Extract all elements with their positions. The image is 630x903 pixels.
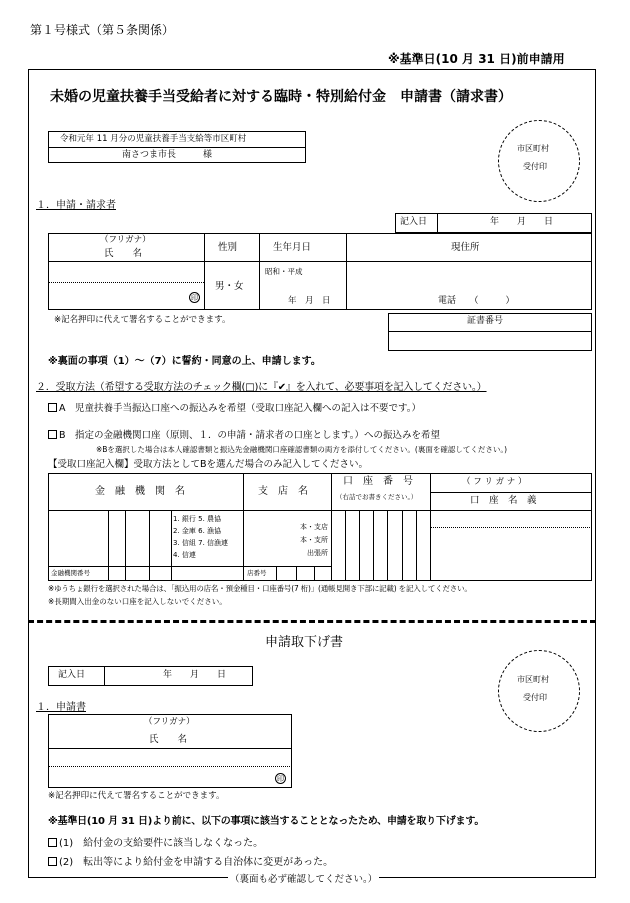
option-a[interactable]: A 児童扶養手当振込口座への振込みを希望（受取口座記入欄への記入は不要です。）	[48, 403, 421, 414]
withdrawal-reason-2[interactable]: (2) 転出等により給付金を申請する自治体に変更があった。	[48, 857, 333, 868]
birth-date-format[interactable]: 年 月 日	[288, 296, 331, 306]
furigana-input[interactable]	[50, 265, 202, 279]
financial-inst-label: 金 融 機 関 名	[95, 486, 185, 497]
address-input[interactable]	[349, 264, 589, 290]
stamp-label-reception: 受付印	[523, 162, 547, 171]
account-number-label: 口 座 番 号	[343, 476, 413, 487]
name-label: 氏 名	[104, 248, 143, 259]
form-number: 第１号様式（第５条関係）	[30, 23, 175, 37]
withdrawal-entry-date-label: 記入日	[58, 670, 86, 680]
option-b-checkbox[interactable]	[48, 430, 57, 439]
branch-types[interactable]: 本・支店 本・支所 出張所	[300, 523, 328, 557]
account-holder-label: 口 座 名 義	[470, 495, 537, 506]
branch-label: 支 店 名	[258, 486, 308, 497]
account-furigana-label: （ フ リ ガ ナ ）	[462, 477, 527, 487]
option-b-note: ※Bを選択した場合は本人確認書類と振込先金融機関口座確認書類の両方を添付してください。(裏面を確認してください。)	[96, 445, 508, 454]
reason-1-checkbox[interactable]	[48, 838, 57, 847]
withdrawal-stamp-label-reception: 受付印	[523, 693, 547, 702]
withdrawal-reason-intro: ※基準日(10 月 31 日)より前に、以下の事項に該当することとなったため、申請を取り下げます。	[48, 816, 485, 827]
certificate-label: 証書番号	[467, 316, 504, 326]
withdrawal-furigana-label: （フリガナ）	[144, 717, 195, 727]
option-b[interactable]: B 指定の金融機関口座（原則、１．の申請・請求者の口座とします。）への振込みを希望	[48, 430, 440, 441]
stamp-label-municipality: 市区町村	[517, 144, 549, 153]
section2-title: ２．受取方法（希望する受取方法のチェック欄(□)に『✔』を入れて、必要事項を記入してください。）	[36, 382, 487, 393]
signature-note: ※記名押印に代えて署名することができます。	[54, 315, 231, 325]
addressee-line1: 令和元年 11 月分の児童扶養手当支給等市区町村	[60, 134, 247, 144]
gender-value[interactable]: 男・女	[215, 281, 244, 292]
pledge-note: ※裏面の事項（1）～（7）に誓約・同意の上、申請します。	[48, 356, 321, 367]
addressee-line2: 南さつま市長 様	[122, 150, 213, 160]
gender-label: 性別	[218, 242, 238, 253]
yucho-note: ※ゆうちょ銀行を選択された場合は、「振込用の店名・預金種目・口座番号(7 桁)」(通帳見開き下部に記載) を記入してください。	[48, 584, 472, 593]
entry-date-label: 記入日	[400, 217, 428, 227]
withdrawal-name-label: 氏 名	[149, 734, 188, 745]
furigana-label: （フリガナ）	[100, 235, 151, 245]
withdrawal-section1-title: １．申請書	[36, 702, 86, 713]
withdrawal-signature-note: ※記名押印に代えて署名することができます。	[48, 791, 225, 801]
withdrawal-furigana-input[interactable]	[50, 750, 290, 764]
option-a-checkbox[interactable]	[48, 403, 57, 412]
withdrawal-stamp-circle	[498, 650, 580, 732]
long-term-note: ※長期間入出金のない口座を記入しないでください。	[48, 597, 227, 606]
entry-date-value[interactable]: 年 月 日	[490, 217, 554, 227]
back-note: （裏面も必ず確認してください。）	[230, 874, 378, 885]
section1-title: １．申請・請求者	[36, 200, 116, 211]
withdrawal-name-input[interactable]	[50, 768, 272, 786]
withdrawal-reason-1[interactable]: (1) 給付金の支給要件に該当しなくなった。	[48, 838, 263, 849]
address-label: 現住所	[451, 242, 480, 253]
name-input[interactable]	[50, 285, 190, 307]
withdrawal-stamp-label-municipality: 市区町村	[517, 675, 549, 684]
account-number-note: （右詰でお書きください。）	[336, 493, 418, 501]
seal-mark: 印	[191, 294, 198, 302]
withdrawal-seal-mark: 印	[277, 775, 284, 783]
phone-label[interactable]: 電話 （ ）	[438, 296, 515, 306]
application-title: 未婚の児童扶養手当受給者に対する臨時・特別給付金 申請書（請求書）	[50, 89, 512, 105]
account-section-title: 【受取口座記入欄】受取方法としてBを選んだ場合のみ記入してください。	[48, 459, 369, 470]
withdrawal-entry-date-value[interactable]: 年 月 日	[163, 670, 227, 680]
birth-label: 生年月日	[273, 242, 312, 253]
branch-code-label: 店番号	[247, 569, 267, 577]
inst-code-label: 金融機関番号	[51, 569, 90, 577]
bank-types[interactable]: 1. 銀行 5. 農協 2. 金庫 6. 漁協 3. 信組 7. 信漁連 4. 信連	[173, 515, 229, 559]
reason-2-checkbox[interactable]	[48, 857, 57, 866]
withdrawal-title: 申請取下げ書	[265, 635, 344, 650]
birth-era[interactable]: 昭和・平成	[265, 267, 303, 276]
certificate-input[interactable]	[390, 333, 590, 349]
reception-stamp-circle	[498, 120, 580, 202]
deadline-note: ※基準日(10 月 31 日)前申請用	[388, 52, 565, 66]
